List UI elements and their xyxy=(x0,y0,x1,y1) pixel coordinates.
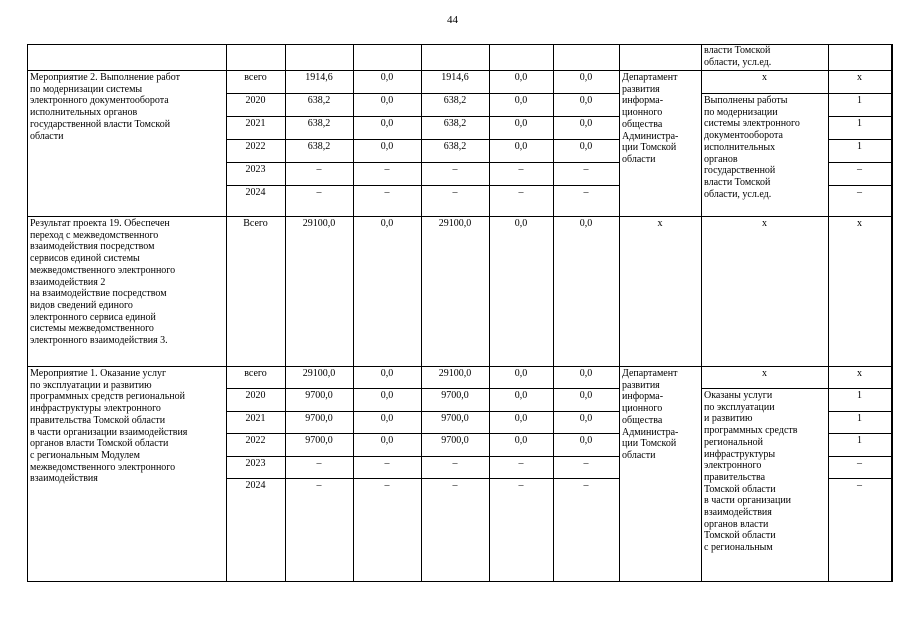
year-cell: 2023 xyxy=(245,458,266,469)
extra-value-cell: – xyxy=(583,164,589,175)
block-title: Мероприятие 1. Оказание услуг по эксплуатации и развитию программных средств региональной инфраструктуры электронного правительства Томской области в части организации взаимодействия органов власти Томской области с региональным Модулем межведомственного электронного взаимодействия xyxy=(30,368,188,485)
row-line xyxy=(27,216,892,217)
federal-value-cell: – xyxy=(384,187,390,198)
extra-value-cell: 0,0 xyxy=(579,72,593,83)
local-value-cell: – xyxy=(518,187,524,198)
total-value-cell: – xyxy=(316,480,322,491)
row-line xyxy=(226,93,620,94)
local-value-cell: 0,0 xyxy=(514,218,528,229)
total-value-cell: 9700,0 xyxy=(305,435,333,446)
federal-value-cell: 0,0 xyxy=(380,368,394,379)
local-value-cell: 0,0 xyxy=(514,435,528,446)
year-cell: 2023 xyxy=(245,164,266,175)
year-cell: 2022 xyxy=(245,435,266,446)
total-value-cell: – xyxy=(316,458,322,469)
local-value-cell: – xyxy=(518,458,524,469)
indicator-value-cell: – xyxy=(857,480,862,491)
federal-value-cell: 0,0 xyxy=(380,141,394,152)
total-value-cell: 1914,6 xyxy=(305,72,333,83)
row-line xyxy=(226,116,620,117)
local-value-cell: – xyxy=(518,164,524,175)
extra-value-cell: – xyxy=(583,187,589,198)
year-cell: всего xyxy=(244,368,267,379)
extra-value-cell: 0,0 xyxy=(579,218,593,229)
executor-cell: x xyxy=(657,218,663,229)
local-value-cell: 0,0 xyxy=(514,413,528,424)
regional-value-cell: 9700,0 xyxy=(441,390,469,401)
value-top-cell: x xyxy=(857,368,862,379)
regional-value-cell: 638,2 xyxy=(443,118,467,129)
total-value-cell: 9700,0 xyxy=(305,390,333,401)
row-line xyxy=(828,411,892,412)
row-line xyxy=(226,478,620,479)
year-cell: 2024 xyxy=(245,187,266,198)
year-cell: Всего xyxy=(243,218,268,229)
extra-value-cell: 0,0 xyxy=(579,413,593,424)
total-value-cell: 29100,0 xyxy=(302,368,336,379)
indicator-top-cell: x xyxy=(762,72,767,83)
year-cell: всего xyxy=(244,72,267,83)
regional-value-cell: – xyxy=(452,164,458,175)
row-line xyxy=(828,162,892,163)
row-line xyxy=(226,139,620,140)
indicator-cell: x xyxy=(762,218,767,229)
column-line xyxy=(421,44,422,582)
extra-value-cell: 0,0 xyxy=(579,390,593,401)
total-value-cell: – xyxy=(316,164,322,175)
local-value-cell: 0,0 xyxy=(514,141,528,152)
extra-value-cell: 0,0 xyxy=(579,95,593,106)
local-value-cell: 0,0 xyxy=(514,95,528,106)
extra-value-cell: 0,0 xyxy=(579,141,593,152)
row-line xyxy=(226,433,620,434)
total-value-cell: 638,2 xyxy=(307,118,331,129)
executor-cell: Департамент развития информа- ционного общества Администра- ции Томской области xyxy=(622,368,679,461)
regional-value-cell: – xyxy=(452,187,458,198)
row-line xyxy=(27,70,892,71)
indicator-value-cell: 1 xyxy=(857,413,862,424)
regional-value-cell: 9700,0 xyxy=(441,413,469,424)
regional-value-cell: 29100,0 xyxy=(438,218,472,229)
indicator-value-cell: – xyxy=(857,458,862,469)
result-title: Результат проекта 19. Обеспечен переход с межведомственного взаимодействия посредством сервисов единой системы межведомственного электронного взаимодействия 2 на взаимодействие посредством видов сведений единого электронного сервиса единой системы межведомственного электронного взаимодействия 3. xyxy=(30,218,176,347)
extra-value-cell: – xyxy=(583,458,589,469)
regional-value-cell: 1914,6 xyxy=(441,72,469,83)
year-cell: 2020 xyxy=(245,95,266,106)
column-line xyxy=(701,44,702,582)
federal-value-cell: 0,0 xyxy=(380,95,394,106)
indicator-value-cell: – xyxy=(857,187,862,198)
page-number: 44 xyxy=(447,14,458,26)
year-cell: 2020 xyxy=(245,390,266,401)
year-cell: 2021 xyxy=(245,118,266,129)
indicator-value-cell: 1 xyxy=(857,435,862,446)
value-top-cell: x xyxy=(857,72,862,83)
regional-value-cell: – xyxy=(452,458,458,469)
total-value-cell: 9700,0 xyxy=(305,413,333,424)
federal-value-cell: 0,0 xyxy=(380,435,394,446)
extra-value-cell: 0,0 xyxy=(579,118,593,129)
row-line xyxy=(226,162,620,163)
total-value-cell: 638,2 xyxy=(307,141,331,152)
local-value-cell: 0,0 xyxy=(514,390,528,401)
total-value-cell: 638,2 xyxy=(307,95,331,106)
row-line xyxy=(701,388,892,389)
continued-indicator: власти Томской области, усл.ед. xyxy=(704,45,772,68)
extra-value-cell: 0,0 xyxy=(579,435,593,446)
row-line xyxy=(828,433,892,434)
indicator-value-cell: – xyxy=(857,164,862,175)
executor-cell: Департамент развития информа- ционного общества Администра- ции Томской области xyxy=(622,72,679,165)
column-line xyxy=(828,44,829,582)
row-line xyxy=(828,139,892,140)
regional-value-cell: 29100,0 xyxy=(438,368,472,379)
indicator-cell: Выполнены работы по модернизации системы электронного документооборота исполнительных органов государственной власти Томской области, усл.ед. xyxy=(704,95,800,200)
row-line xyxy=(828,116,892,117)
column-line xyxy=(891,44,893,582)
column-line xyxy=(353,44,354,582)
row-line xyxy=(226,411,620,412)
year-cell: 2022 xyxy=(245,141,266,152)
row-line xyxy=(701,93,892,94)
column-line xyxy=(553,44,554,582)
block-title: Мероприятие 2. Выполнение работ по модернизации системы электронного документооборота исполнительных органов государственной власти Томской области xyxy=(30,72,180,142)
indicator-cell: Оказаны услуги по эксплуатации и развитию программных средств региональной инфраструктуры электронного правительства Томской области в части организации взаимодействия органов власти Томской области с региональным xyxy=(704,390,798,554)
federal-value-cell: 0,0 xyxy=(380,72,394,83)
row-line xyxy=(828,185,892,186)
extra-value-cell: – xyxy=(583,480,589,491)
federal-value-cell: 0,0 xyxy=(380,118,394,129)
local-value-cell: 0,0 xyxy=(514,368,528,379)
year-cell: 2021 xyxy=(245,413,266,424)
federal-value-cell: 0,0 xyxy=(380,390,394,401)
regional-value-cell: – xyxy=(452,480,458,491)
total-value-cell: 29100,0 xyxy=(302,218,336,229)
local-value-cell: 0,0 xyxy=(514,118,528,129)
regional-value-cell: 9700,0 xyxy=(441,435,469,446)
extra-value-cell: 0,0 xyxy=(579,368,593,379)
federal-value-cell: – xyxy=(384,480,390,491)
indicator-value-cell: 1 xyxy=(857,95,862,106)
indicator-value-cell: 1 xyxy=(857,390,862,401)
row-line xyxy=(226,456,620,457)
column-line xyxy=(226,44,227,582)
year-cell: 2024 xyxy=(245,480,266,491)
federal-value-cell: 0,0 xyxy=(380,218,394,229)
row-line xyxy=(226,185,620,186)
row-line xyxy=(27,581,892,582)
federal-value-cell: 0,0 xyxy=(380,413,394,424)
row-line xyxy=(828,478,892,479)
federal-value-cell: – xyxy=(384,164,390,175)
indicator-value-cell: 1 xyxy=(857,118,862,129)
federal-value-cell: – xyxy=(384,458,390,469)
row-line xyxy=(828,456,892,457)
row-line xyxy=(226,388,620,389)
column-line xyxy=(489,44,490,582)
total-value-cell: – xyxy=(316,187,322,198)
indicator-value-cell: x xyxy=(857,218,862,229)
local-value-cell: 0,0 xyxy=(514,72,528,83)
row-line xyxy=(27,366,892,367)
budget-table xyxy=(27,44,891,582)
regional-value-cell: 638,2 xyxy=(443,141,467,152)
local-value-cell: – xyxy=(518,480,524,491)
regional-value-cell: 638,2 xyxy=(443,95,467,106)
indicator-value-cell: 1 xyxy=(857,141,862,152)
column-line xyxy=(285,44,286,582)
column-line xyxy=(619,44,620,582)
indicator-top-cell: x xyxy=(762,368,767,379)
column-line xyxy=(27,44,28,582)
